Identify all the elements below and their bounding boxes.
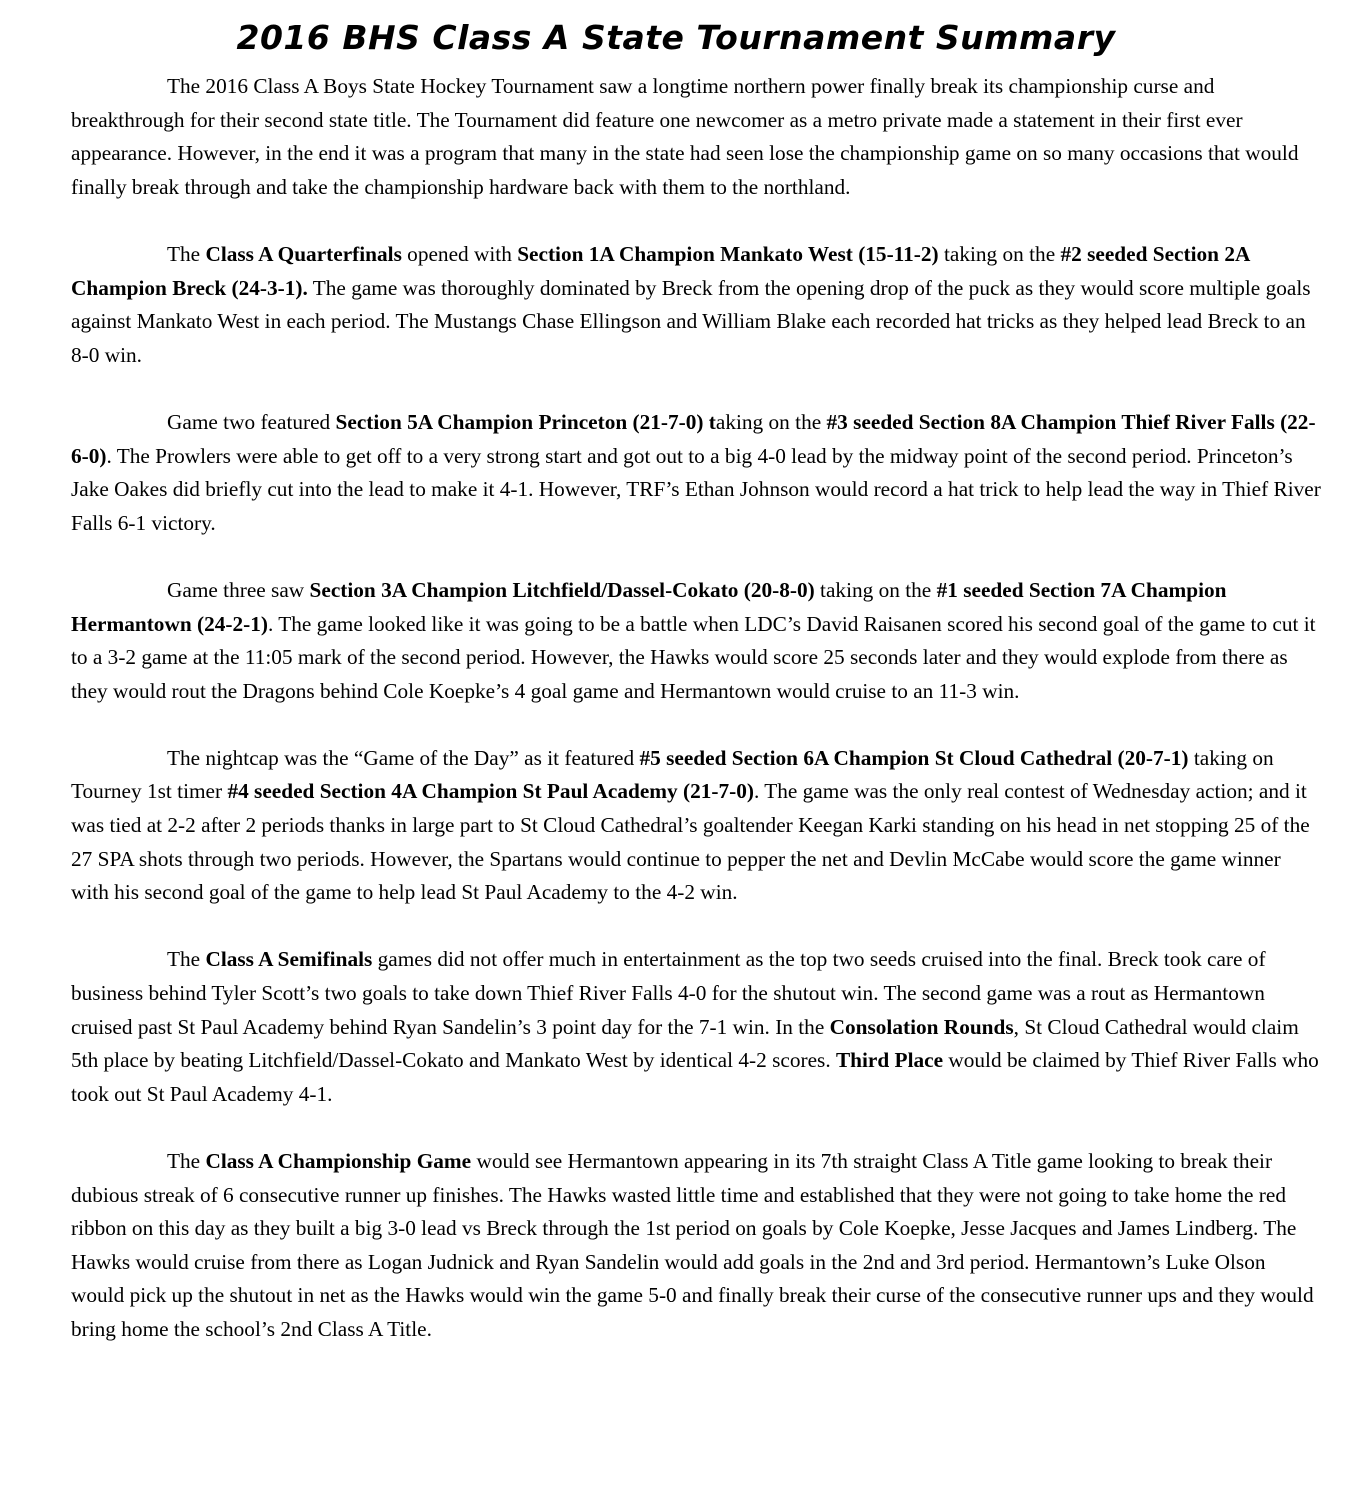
paragraph <box>71 406 1323 540</box>
text-run: The nightcap was the “Game of the Day” as it featured <box>167 745 640 770</box>
text-run: The 2016 Class A Boys State Hockey Tournament saw a longtime northern power finally break its championship curse and breakthrough for their second state title. The Tournament did feature one newcomer as a metro private made a statement in their first ever appearance. However, in the end it was a program that many in the state had seen lose the championship game on so many occasions that would finally break through and take the championship hardware back with them to the northland. <box>71 74 1299 199</box>
bold-text: #3 seeded Section 8A Champion Thief River Falls (22-6-0) <box>71 409 1316 468</box>
text-run: taking on Tourney 1st timer <box>71 745 1274 804</box>
paragraph <box>71 238 1323 372</box>
text-run: , St Cloud Cathedral would claim 5th place by beating Litchfield/Dassel-Cokato and Mankato West by identical 4-2 scores. <box>71 1014 1299 1073</box>
paragraph <box>71 574 1323 708</box>
bold-text: Section 1A Champion Mankato West (15-11-2) <box>517 241 939 266</box>
text-run: aking on the <box>715 409 827 434</box>
bold-text: Section 3A Champion Litchfield/Dassel-Cokato (20-8-0) <box>309 577 815 602</box>
document-body <box>71 70 1323 1380</box>
text-run: opened with <box>401 241 518 266</box>
text-run: Game two featured <box>167 409 336 434</box>
page-title: 2016 BHS Class A State Tournament Summary <box>236 18 1116 57</box>
text-run: The <box>167 947 206 972</box>
text-run: . The Prowlers were able to get off to a very strong start and got out to a big 4-0 lead by the midway point of the second period. Princeton’s Jake Oakes did briefly cut into the lead to make it 4-1. However, TRF’s Ethan Johnson would record a hat trick to help lead the way in Thief River Falls 6-1 victory. <box>71 443 1321 535</box>
text-run: . The game was the only real contest of Wednesday action; and it was tied at 2-2 after 2 periods thanks in large part to St Cloud Cathedral’s goaltender Keegan Karki standing on his head in net stopping 25 of the 27 SPA shots through two periods. However, the Spartans would continue to pepper the net and Devlin McCabe would score the game winner with his second goal of the game to help lead St Paul Academy to the 4-2 win. <box>71 779 1310 905</box>
bold-text: Consolation Rounds <box>829 1014 1014 1039</box>
text-run: taking on the <box>938 241 1061 266</box>
text-run: would see Hermantown appearing in its 7th straight Class A Title game looking to break their dubious streak of 6 consecutive runner up finishes. The Hawks wasted little time and established that they were not going to take home the red ribbon on this day as they built a big 3-0 lead vs Breck through the 1st period on goals by Cole Koepke, Jesse Jacques and James Lindberg. The Hawks would cruise from there as Logan Judnick and Ryan Sandelin would add goals in the 2nd and 3rd period. Hermantown’s Luke Olson would pick up the shutout in net as the Hawks would win the game 5-0 and finally break their curse of the consecutive runner ups and they would bring home the school’s 2nd Class A Title. <box>71 1149 1314 1341</box>
text-run: The <box>167 1149 206 1173</box>
text-run: The <box>167 241 206 266</box>
bold-text: #4 seeded Section 4A Champion St Paul Academy (21-7-0) <box>227 779 754 804</box>
bold-text: #2 seeded Section 2A Champion Breck (24-3-1). <box>71 241 1250 300</box>
text-run: taking on the <box>814 577 937 602</box>
paragraph <box>71 1145 1323 1347</box>
bold-text: Class A Championship Game <box>205 1149 472 1173</box>
bold-text: Third Place <box>835 1048 944 1073</box>
text-run: would be claimed by Thief River Falls who took out St Paul Academy 4-1. <box>71 1048 1319 1106</box>
paragraph <box>71 742 1323 910</box>
paragraph <box>71 70 1323 204</box>
bold-text: #1 seeded Section 7A Champion Hermantown (24-2-1) <box>71 577 1227 636</box>
text-run: Game three saw <box>167 577 310 602</box>
text-run: games did not offer much in entertainment as the top two seeds cruised into the final. Breck took care of business behind Tyler Scott’s two goals to take down Thief River Falls 4-0 for the shutout win. The second game was a rout as Hermantown cruised past St Paul Academy behind Ryan Sandelin’s 3 point day for the 7-1 win. In the <box>71 947 1266 1039</box>
text-run: The game was thoroughly dominated by Breck from the opening drop of the puck as they would score multiple goals against Mankato West in each period. The Mustangs Chase Ellingson and William Blake each recorded hat tricks as they helped lead Breck to an 8-0 win. <box>71 275 1311 367</box>
paragraph <box>71 943 1323 1111</box>
bold-text: #5 seeded Section 6A Champion St Cloud Cathedral (20-7-1) <box>639 745 1189 770</box>
text-run: . The game looked like it was going to be a battle when LDC’s David Raisanen scored his second goal of the game to cut it to a 3-2 game at the 11:05 mark of the second period. However, the Hawks would score 25 seconds later and they would explode from there as they would rout the Dragons behind Cole Koepke’s 4 goal game and Hermantown would cruise to an 11-3 win. <box>71 611 1316 703</box>
bold-text: Class A Quarterfinals <box>205 241 402 266</box>
bold-text: Section 5A Champion Princeton (21-7-0) t <box>335 409 716 434</box>
bold-text: Class A Semifinals <box>205 947 373 972</box>
